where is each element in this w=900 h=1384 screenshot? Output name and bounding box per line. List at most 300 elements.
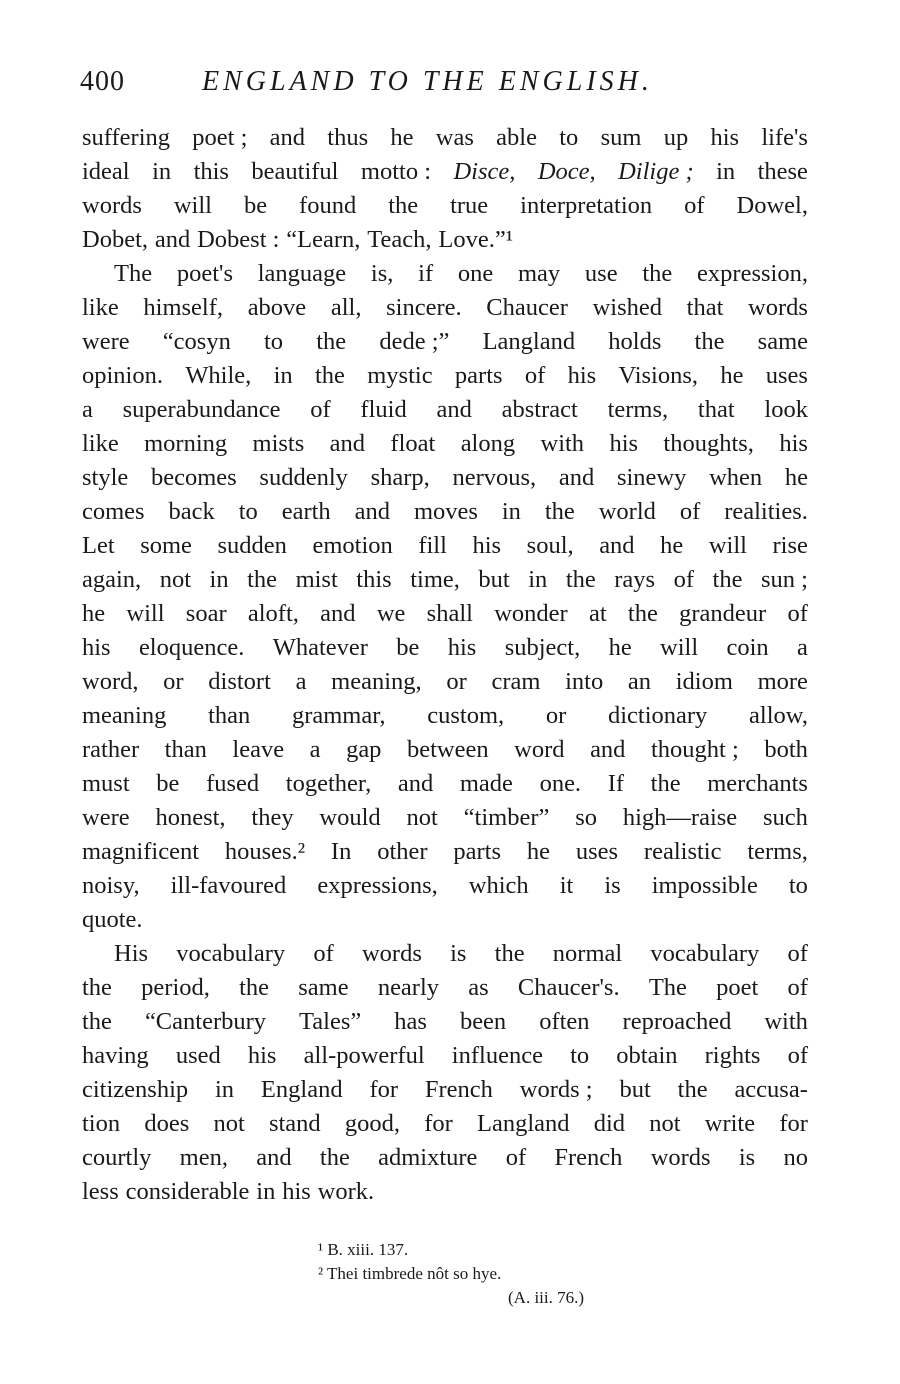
word: men, [179,1144,228,1171]
word: of [787,974,808,1001]
word: not [213,1110,245,1137]
text-line [82,631,808,665]
word: uses [765,362,808,389]
word: was [435,124,474,151]
word: of [787,940,808,967]
text-line [82,495,808,529]
word: and [256,1144,292,1171]
word: word [514,736,565,763]
word: and [269,124,306,151]
word: one [457,260,494,287]
word: he [784,464,808,491]
word: same [298,974,349,1001]
word: and [329,430,366,457]
word: courtly [82,1144,152,1171]
word: able [496,124,537,151]
word: thought ; [650,736,739,763]
word: the [694,328,725,355]
word: is [604,872,621,899]
word: in [256,1178,276,1205]
word: vocabulary [650,940,760,967]
word: in [273,362,293,389]
word: into [565,668,604,695]
word: of [787,600,808,627]
word: The [648,974,687,1001]
word: life's [761,124,808,151]
word: is [738,1144,756,1171]
body-text [82,121,808,1209]
page-number: 400 [80,66,125,97]
word: considerable [125,1178,250,1205]
word: not [406,804,438,831]
running-title: ENGLAND TO THE ENGLISH. [202,66,653,97]
word: Dobet, [82,226,148,253]
word: sinewy [616,464,687,491]
word: has [394,1008,427,1035]
word: “Canterbury [144,1008,267,1035]
word: true [450,192,489,219]
word: and [154,226,191,253]
text-line [82,835,808,869]
word: but [478,566,510,593]
text-line [82,393,808,427]
word: his [447,634,477,661]
word: float [390,430,436,457]
word: like [82,430,119,457]
word: or [545,702,567,729]
text-line [82,597,808,631]
word: the [627,600,658,627]
word: of [673,566,695,593]
word: again, [82,566,142,593]
word: normal [552,940,623,967]
running-head [80,62,820,102]
word: Doce, [537,158,596,185]
word: it [559,872,574,899]
word: a [309,736,321,763]
word: time, [410,566,460,593]
word: will [660,634,699,661]
word: cram [491,668,541,695]
word: Let [82,532,115,559]
word: work. [317,1178,375,1205]
word: in [716,158,736,185]
word: and [436,396,472,423]
word: Teach, [367,226,432,253]
word: an [627,668,652,695]
word: or [446,668,467,695]
word: noisy, [82,872,140,899]
text-line [82,971,808,1005]
word: meaning, [331,668,422,695]
word: will [708,532,747,559]
word: eloquence. [138,634,245,661]
word: his [779,430,808,457]
text-line [82,325,808,359]
word: in [528,566,548,593]
text-line [82,359,808,393]
word: if [418,260,434,287]
word: the [650,770,681,797]
word: and [590,736,626,763]
text-line [82,427,808,461]
word: in [152,158,172,185]
word: so [575,804,598,831]
word: having [82,1042,149,1069]
text-line [82,1175,808,1209]
word: earth [281,498,331,525]
word: up [663,124,689,151]
word: words ; [519,1076,593,1103]
text-line [82,189,808,223]
word: does [144,1110,190,1137]
word: Langland [477,1110,570,1137]
word: his [710,124,740,151]
word: the [316,328,347,355]
word: to [559,124,579,151]
word: often [539,1008,590,1035]
footnote: (A. iii. 76.) [508,1288,585,1307]
word: fill [418,532,447,559]
text-line [82,563,808,597]
word: Disce, [453,158,516,185]
word: His [114,940,149,967]
word: high—raise [622,804,738,831]
word: Langland [482,328,576,355]
word: realistic [643,838,722,865]
text-line [82,1073,808,1107]
word: the [388,192,419,219]
word: with [764,1008,808,1035]
word: tion [82,1110,121,1137]
word: sudden [217,532,287,559]
word: Chaucer [486,294,568,321]
word: the [494,940,525,967]
word: and [354,498,390,525]
word: this [356,566,392,593]
word: will [126,600,165,627]
word: were [82,804,130,831]
word: will [173,192,212,219]
word: both [764,736,808,763]
footnote: ¹ B. xiii. 137. [318,1240,409,1259]
word: found [299,192,357,219]
word: the [315,362,345,389]
word: that [686,294,724,321]
word: Dowel, [736,192,808,219]
word: soul, [526,532,574,559]
word: parts [453,838,502,865]
word: Whatever [272,634,368,661]
word: to [264,328,284,355]
word: grandeur [679,600,767,627]
word: words [82,192,142,219]
word: some [140,532,192,559]
word: style [82,464,129,491]
word: interpretation [520,192,653,219]
word: expressions, [317,872,438,899]
word: his [472,532,502,559]
word: terms, [607,396,669,423]
word: and [397,770,434,797]
word: nearly [377,974,440,1001]
word: the [82,1008,112,1035]
word: he [390,124,414,151]
word: influence [451,1042,543,1069]
word: as [468,974,489,1001]
word: Dilige ; [618,158,694,185]
word: his [567,362,597,389]
word: The [114,260,153,287]
word: look [764,396,808,423]
word: of [787,1042,808,1069]
word: reproached [622,1008,732,1035]
word: poet's [176,260,233,287]
word: If [607,770,625,797]
word: citizenship [82,1076,189,1103]
word: gap [346,736,382,763]
word: terms, [747,838,808,865]
word: quote. [82,906,143,933]
word: moves [413,498,478,525]
word: dede ;” [379,328,450,355]
word: accusa- [734,1076,808,1103]
word: period, [141,974,210,1001]
word: no [783,1144,808,1171]
word: comes [82,498,145,525]
word: admixture [378,1144,478,1171]
word: his [282,1178,311,1205]
word: “Learn, [286,226,361,253]
text-line [82,155,808,189]
word: French [554,1144,623,1171]
word: for [369,1076,399,1103]
word: sharp, [370,464,430,491]
word: for [424,1110,453,1137]
word: not [649,1110,681,1137]
word: mystic [367,362,433,389]
word: of [679,498,701,525]
text-line [82,257,808,291]
word: words [748,294,808,321]
word: thus [327,124,369,151]
word: used [175,1042,221,1069]
word: the [677,1076,708,1103]
word: grammar, [291,702,386,729]
word: language [257,260,347,287]
word: beautiful [251,158,339,185]
word: himself, [143,294,224,321]
word: other [377,838,428,865]
word: his [247,1042,277,1069]
word: good, [344,1110,401,1137]
word: when [709,464,763,491]
word: sincere. [386,294,462,321]
word: sum [600,124,642,151]
word: be [243,192,268,219]
word: along [460,430,516,457]
word: like [82,294,119,321]
text-line [82,801,808,835]
word: they [251,804,294,831]
word: Love.”¹ [438,226,514,253]
word: he [82,600,106,627]
word: fused [206,770,260,797]
word: merchants [707,770,808,797]
word: the [565,566,596,593]
text-line [82,1107,808,1141]
word: such [763,804,808,831]
word: with [540,430,585,457]
word: becomes [150,464,237,491]
word: than [208,702,251,729]
word: together, [285,770,372,797]
word: than [164,736,207,763]
word: we [376,600,406,627]
text-line [82,665,808,699]
word: to [788,872,808,899]
word: the [712,566,743,593]
text-line [82,869,808,903]
word: Chaucer's. [517,974,620,1001]
word: poet [716,974,759,1001]
word: of [505,1144,527,1171]
word: a [295,668,307,695]
word: rather [82,736,140,763]
footnote: ² Thei timbrede nôt so hye. [318,1264,502,1283]
word: a [797,634,808,661]
word: for [779,1110,808,1137]
word: in [209,566,229,593]
word: be [156,770,180,797]
word: mist [295,566,338,593]
word: morning [144,430,228,457]
word: vocabulary [176,940,286,967]
word: he [608,634,632,661]
word: and [599,532,635,559]
word: rights [704,1042,761,1069]
word: in [501,498,521,525]
word: custom, [427,702,505,729]
word: is, [370,260,394,287]
text-line [82,529,808,563]
text-line [82,937,808,971]
word: words [361,940,422,967]
word: back [168,498,215,525]
word: the [544,498,575,525]
word: he [720,362,744,389]
word: of [684,192,705,219]
word: wonder [494,600,568,627]
text-line [82,767,808,801]
word: is [450,940,467,967]
word: more [757,668,808,695]
word: obtain [616,1042,678,1069]
word: suffering [82,124,170,151]
word: this [193,158,229,185]
word: impossible [651,872,758,899]
word: magnificent [82,838,200,865]
word: dictionary [607,702,708,729]
word: uses [575,838,619,865]
word: words [650,1144,711,1171]
word: his [609,430,639,457]
word: aloft, [247,600,299,627]
word: the [247,566,278,593]
footnotes [318,1238,658,1310]
word: “cosyn [162,328,231,355]
word: abstract [501,396,578,423]
word: same [757,328,808,355]
word: While, [185,362,252,389]
text-line [82,699,808,733]
word: rays [614,566,656,593]
word: mists [252,430,305,457]
word: of [524,362,546,389]
word: fluid [360,396,407,423]
text-line [82,121,808,155]
word: distort [208,668,271,695]
word: honest, [155,804,226,831]
word: meaning [82,702,167,729]
word: coin [726,634,769,661]
word: England [260,1076,343,1103]
word: which [468,872,529,899]
word: allow, [749,702,808,729]
word: opinion. [82,362,163,389]
word: in [215,1076,235,1103]
word: emotion [312,532,393,559]
word: must [82,770,130,797]
word: all, [330,294,362,321]
word: a [82,396,93,423]
word: Dobest : [197,226,280,253]
word: Visions, [618,362,699,389]
word: or [163,668,184,695]
word: rise [772,532,808,559]
text-line [82,1005,808,1039]
word: soar [185,600,227,627]
word: nervous, [452,464,537,491]
word: leave [232,736,285,763]
word: shall [426,600,473,627]
text-line [82,1039,808,1073]
word: ideal [82,158,130,185]
word: stand [268,1110,321,1137]
word: of [313,940,334,967]
text-line [82,291,808,325]
word: to [570,1042,590,1069]
word: holds [608,328,662,355]
word: that [697,396,735,423]
word: thoughts, [663,430,754,457]
word: superabundance [122,396,281,423]
word: not [159,566,192,593]
text-line [82,903,808,937]
word: but [619,1076,651,1103]
word: one. [539,770,582,797]
text-line [82,733,808,767]
word: world [598,498,656,525]
word: idiom [675,668,733,695]
word: he [660,532,684,559]
word: French [424,1076,493,1103]
word: expression, [697,260,808,287]
word: the [319,1144,350,1171]
word: the [82,974,112,1001]
word: of [310,396,331,423]
word: these [757,158,808,185]
